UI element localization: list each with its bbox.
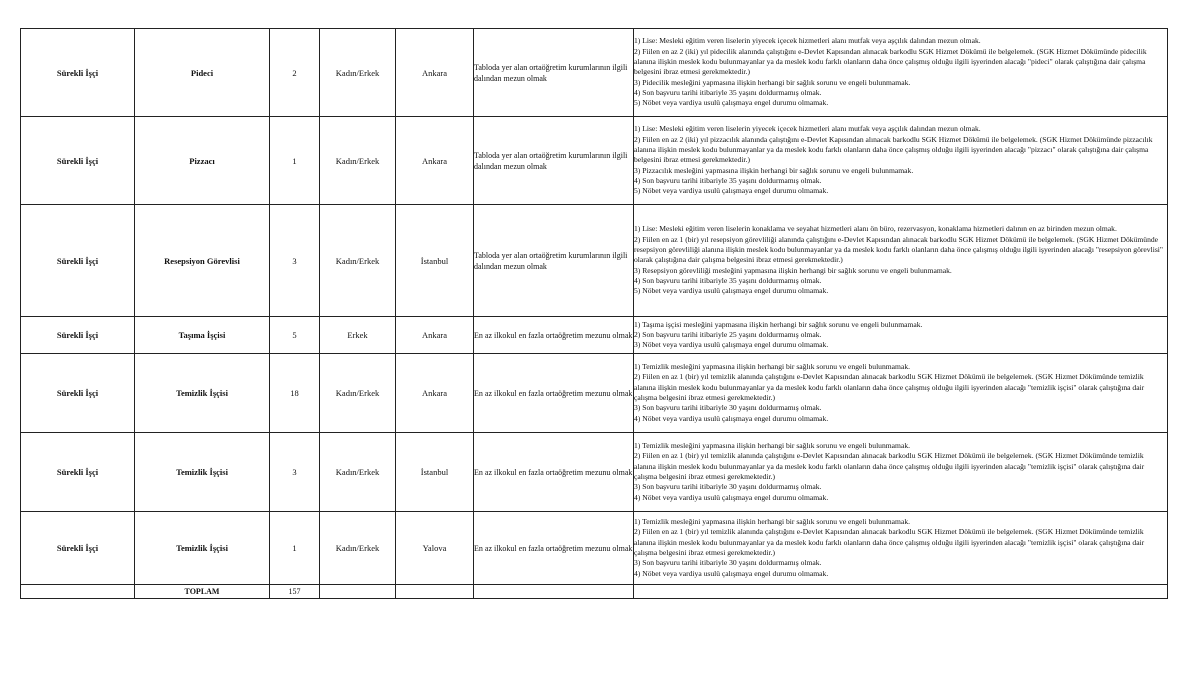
employment-type: Sürekli İşçi [21,205,135,317]
education-requirement: Tabloda yer alan ortaöğretim kurumlarının ilgili dalından mezun olmak [474,205,634,317]
table-row [21,29,1168,117]
requirements-list [634,205,1168,317]
position-title: Pideci [135,29,270,117]
position-title: Temizlik İşçisi [135,512,270,585]
table-row [21,433,1168,512]
requirement-item: 4) Nöbet veya vardiya usulü çalışmaya engel durumu olmamak. [634,413,829,423]
requirements-list [634,433,1168,512]
requirement-item: 2) Fiilen en az 1 (bir) yıl temizlik alanında çalıştığını e-Devlet Kapısından alınacak barkodlu SGK Hizmet Dökümü ile belgelemek. (SGK Hizmet Dökümünde temizlik alanına ilişkin meslek kodu bulunmayanlar ya da meslek kodu farklı olanların daha önce çalışmış olduğu ilgili işyerinden alacağı "temizlik işçisi" olarak çalıştığına dair çalışma belgesini ibraz etmesi gerekmektedir.) [634,451,1145,481]
employment-type: Sürekli İşçi [21,433,135,512]
requirement-item: 1) Temizlik mesleğini yapmasına ilişkin herhangi bir sağlık sorunu ve engeli bulunmamak. [634,517,911,527]
requirements-list [634,354,1168,433]
requirement-item: 2) Fiilen en az 1 (bir) yıl temizlik alanında çalıştığını e-Devlet Kapısından alınacak barkodlu SGK Hizmet Dökümü ile belgelemek. (SGK Hizmet Dökümünde temizlik alanına ilişkin meslek kodu bulunmayanlar ya da meslek kodu farklı olanların daha önce çalışmış olduğu ilgili işyerinden alacağı "temizlik işçisi" olarak çalıştığına dair çalışma belgesini ibraz etmesi gerekmektedir.) [634,527,1145,557]
requirement-item: 2) Fiilen en az 1 (bir) yıl temizlik alanında çalıştığını e-Devlet Kapısından alınacak barkodlu SGK Hizmet Dökümü ile belgelemek. (SGK Hizmet Dökümünde temizlik alanına ilişkin meslek kodu bulunmayanlar ya da meslek kodu farklı olanların daha önce çalışmış olduğu ilgili işyerinden alacağı "temizlik işçisi" olarak çalıştığına dair çalışma belgesini ibraz etmesi gerekmektedir.) [634,372,1145,402]
requirement-item: 4) Son başvuru tarihi itibariyle 35 yaşını doldurmamış olmak. [634,275,822,285]
requirement-item: 4) Son başvuru tarihi itibariyle 35 yaşını doldurmamış olmak. [634,175,822,185]
position-count: 5 [270,317,320,354]
table-row [21,205,1168,317]
position-count: 18 [270,354,320,433]
work-city: Ankara [396,354,474,433]
education-requirement: En az ilkokul en fazla ortaöğretim mezunu olmak [474,354,634,433]
employment-type: Sürekli İşçi [21,512,135,585]
position-title: Pizzacı [135,117,270,205]
table-row [21,354,1168,433]
education-requirement: Tabloda yer alan ortaöğretim kurumlarının ilgili dalından mezun olmak [474,29,634,117]
requirement-item: 3) Pidecilik mesleğini yapmasına ilişkin herhangi bir sağlık sorunu ve engeli bulunmamak. [634,77,911,87]
requirement-item: 1) Taşıma işçisi mesleğini yapmasına ilişkin herhangi bir sağlık sorunu ve engeli bulunmamak. [634,319,923,329]
requirement-item: 4) Nöbet veya vardiya usulü çalışmaya engel durumu olmamak. [634,568,829,578]
requirement-item: 1) Lise: Mesleki eğitim veren liselerin yiyecek içecek hizmetleri alanı mutfak veya aşçılık dalından mezun olmak. [634,124,981,134]
gender-requirement: Kadın/Erkek [320,433,396,512]
education-requirement: En az ilkokul en fazla ortaöğretim mezunu olmak [474,433,634,512]
work-city: Yalova [396,512,474,585]
requirement-item: 2) Fiilen en az 2 (iki) yıl pidecilik alanında çalıştığını e-Devlet Kapısından alınacak barkodlu SGK Hizmet Dökümü ile belgelemek. (SGK Hizmet Dökümünde pidecilik alanına ilişkin meslek kodu bulunmayanlar ya da meslek kodu farklı olanların daha önce çalışmış olduğu ilgili işyerinden alacağı "pideci" olarak çalıştığına dair çalışma belgesini ibraz etmesi gerekmektedir.) [634,46,1147,77]
position-count: 1 [270,512,320,585]
position-title: Resepsiyon Görevlisi [135,205,270,317]
requirements-list [634,117,1168,205]
position-count: 3 [270,205,320,317]
total-empty-cell [396,585,474,599]
work-city: İstanbul [396,205,474,317]
table-row [21,512,1168,585]
requirements-list [634,29,1168,117]
position-title: Temizlik İşçisi [135,433,270,512]
total-value: 157 [270,585,320,599]
requirement-item: 2) Fiilen en az 2 (iki) yıl pizzacılık alanında çalıştığını e-Devlet Kapısından alınacak barkodlu SGK Hizmet Dökümü ile belgelemek. (SGK Hizmet Dökümünde pizzacılık alanına ilişkin meslek kodu bulunmayanlar ya da meslek kodu farklı olanların daha önce çalışmış olduğu ilgili işyerinden alacağı "pizzacı" olarak çalıştığına dair çalışma belgesini ibraz etmesi gerekmektedir.) [634,134,1153,165]
requirement-item: 3) Pizzacılık mesleğini yapmasına ilişkin herhangi bir sağlık sorunu ve engeli bulunmamak. [634,165,914,175]
requirement-item: 2) Son başvuru tarihi itibariyle 25 yaşını doldurmamış olmak. [634,329,822,339]
total-empty-cell [320,585,396,599]
position-title: Taşıma İşçisi [135,317,270,354]
gender-requirement: Kadın/Erkek [320,29,396,117]
requirements-list [634,317,1168,354]
education-requirement: Tabloda yer alan ortaöğretim kurumlarının ilgili dalından mezun olmak [474,117,634,205]
total-label: TOPLAM [135,585,270,599]
requirements-list [634,512,1168,585]
work-city: İstanbul [396,433,474,512]
position-count: 3 [270,433,320,512]
total-empty-cell [474,585,634,599]
employment-type: Sürekli İşçi [21,354,135,433]
employment-type: Sürekli İşçi [21,317,135,354]
requirement-item: 5) Nöbet veya vardiya usulü çalışmaya engel durumu olmamak. [634,98,829,108]
gender-requirement: Kadın/Erkek [320,354,396,433]
positions-table [20,28,1168,599]
total-row [21,585,1168,599]
table-row [21,317,1168,354]
gender-requirement: Kadın/Erkek [320,512,396,585]
requirement-item: 3) Son başvuru tarihi itibariyle 30 yaşını doldurmamış olmak. [634,558,822,568]
requirement-item: 3) Son başvuru tarihi itibariyle 30 yaşını doldurmamış olmak. [634,403,822,413]
work-city: Ankara [396,117,474,205]
requirement-item: 5) Nöbet veya vardiya usulü çalışmaya engel durumu olmamak. [634,186,829,196]
position-title: Temizlik İşçisi [135,354,270,433]
gender-requirement: Erkek [320,317,396,354]
education-requirement: En az ilkokul en fazla ortaöğretim mezunu olmak [474,512,634,585]
requirement-item: 4) Nöbet veya vardiya usulü çalışmaya engel durumu olmamak. [634,492,829,502]
work-city: Ankara [396,317,474,354]
work-city: Ankara [396,29,474,117]
requirement-item: 1) Lise: Mesleki eğitim veren liselerin yiyecek içecek hizmetleri alanı mutfak veya aşçılık dalından mezun olmak. [634,36,981,46]
position-count: 2 [270,29,320,117]
education-requirement: En az ilkokul en fazla ortaöğretim mezunu olmak [474,317,634,354]
gender-requirement: Kadın/Erkek [320,205,396,317]
requirement-item: 2) Fiilen en az 1 (bir) yıl resepsiyon görevliliği alanında çalıştığını e-Devlet Kapısından alınacak barkodlu SGK Hizmet Dökümü ile belgelemek. (SGK Hizmet Dökümünde resepsiyon görevliliği alanına ilişkin meslek kodu bulunmayanlar ya da meslek kodu farklı olanların daha önce çalışmış olduğu ilgili işyerinden alacağı "resepsiyon görevlisi" olarak çalıştığına dair çalışma belgesini ibraz etmesi gerekmektedir.) [634,234,1163,265]
requirement-item: 3) Resepsiyon görevliliği mesleğini yapmasına ilişkin herhangi bir sağlık sorunu ve engeli bulunmamak. [634,265,952,275]
total-empty-cell [21,585,135,599]
requirement-item: 1) Temizlik mesleğini yapmasına ilişkin herhangi bir sağlık sorunu ve engeli bulunmamak. [634,362,911,372]
requirement-item: 1) Temizlik mesleğini yapmasına ilişkin herhangi bir sağlık sorunu ve engeli bulunmamak. [634,441,911,451]
employment-type: Sürekli İşçi [21,29,135,117]
requirement-item: 4) Son başvuru tarihi itibariyle 35 yaşını doldurmamış olmak. [634,87,822,97]
position-count: 1 [270,117,320,205]
table-row [21,117,1168,205]
requirement-item: 3) Nöbet veya vardiya usulü çalışmaya engel durumu olmamak. [634,340,829,350]
total-empty-cell [634,585,1168,599]
gender-requirement: Kadın/Erkek [320,117,396,205]
requirement-item: 5) Nöbet veya vardiya usulü çalışmaya engel durumu olmamak. [634,286,829,296]
requirement-item: 1) Lise: Mesleki eğitim veren liselerin konaklama ve seyahat hizmetleri alanı ön büro, rezervasyon, konaklama hizmetleri dalının en az birinden mezun olmak. [634,224,1117,234]
requirement-item: 3) Son başvuru tarihi itibariyle 30 yaşını doldurmamış olmak. [634,482,822,492]
employment-type: Sürekli İşçi [21,117,135,205]
